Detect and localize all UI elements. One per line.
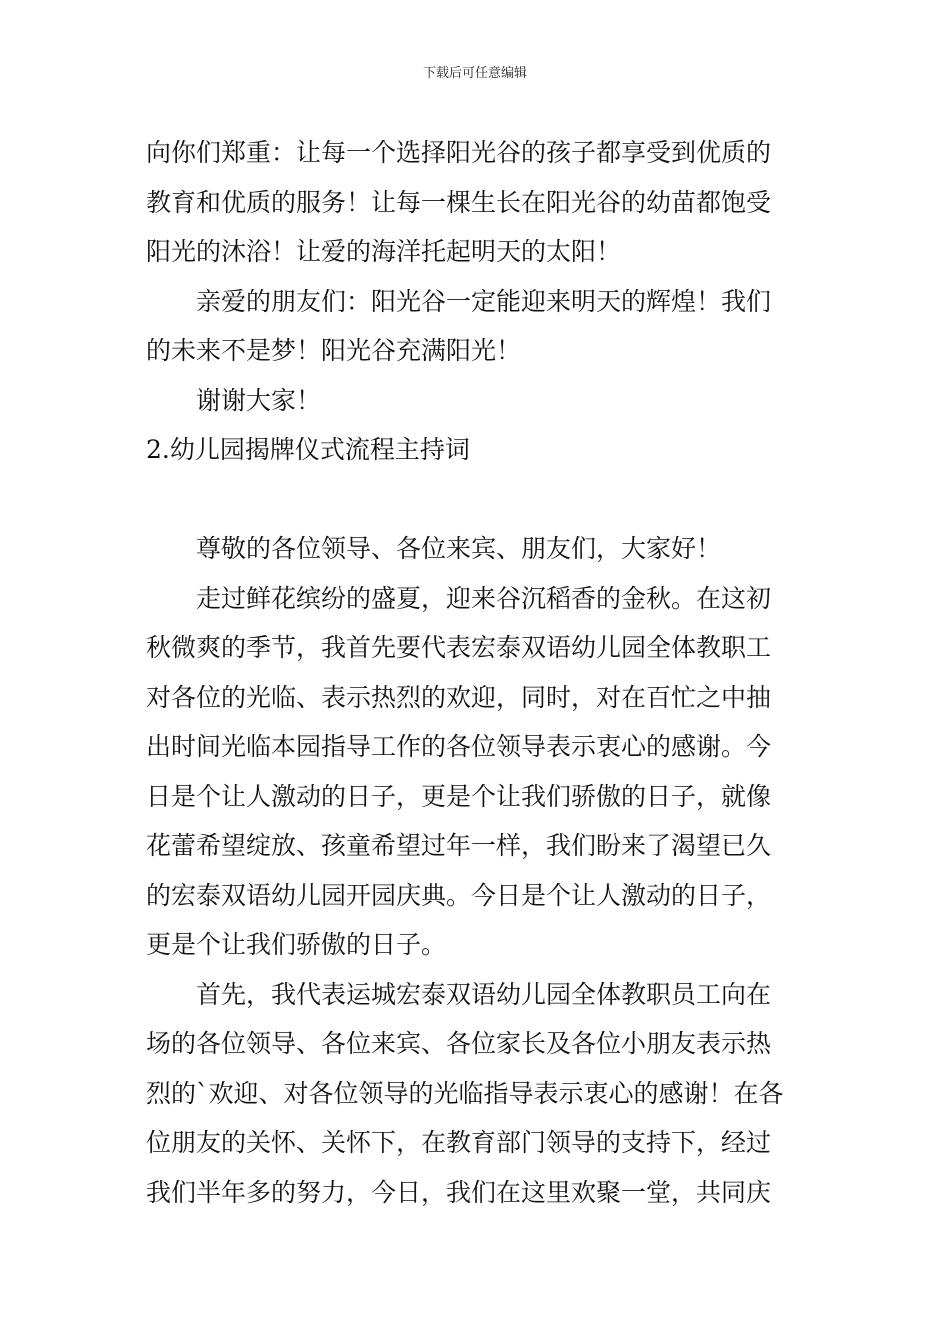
text-line: 我们半年多的努力，今日，我们在这里欢聚一堂，共同庆 bbox=[146, 1177, 772, 1207]
text-line: 谢谢大家！ bbox=[196, 385, 322, 415]
text-line: 位朋友的关怀、关怀下，在教育部门领导的支持下，经过 bbox=[146, 1128, 772, 1157]
blank-line bbox=[146, 475, 816, 525]
text-line: 对各位的光临、表示热烈的欢迎，同时，对在百忙之中抽 bbox=[146, 682, 772, 712]
text-line: 向你们郑重：让每一个选择阳光谷的孩子都享受到优质的 bbox=[146, 138, 772, 167]
text-line: 的未来不是梦！阳光谷充满阳光！ bbox=[146, 336, 522, 365]
text-line: 尊敬的各位领导、各位来宾、朋友们，大家好！ bbox=[196, 534, 722, 563]
text-line: 更是个让我们骄傲的日子。 bbox=[146, 930, 447, 959]
text-line: 场的各位领导、各位来宾、各位家长及各位小朋友表示热 bbox=[146, 1029, 772, 1058]
text-line: 阳光的沐浴！让爱的海洋托起明天的太阳！ bbox=[146, 237, 622, 266]
text-line: 日是个让人激动的日子，更是个让我们骄傲的日子，就像 bbox=[146, 781, 772, 811]
text-line: 烈的`欢迎、对各位领导的光临指导表示衷心的感谢！在各 bbox=[146, 1078, 784, 1108]
text-line: 亲爱的朋友们：阳光谷一定能迎来明天的辉煌！我们 bbox=[196, 286, 772, 316]
text-line: 秋微爽的季节，我首先要代表宏泰双语幼儿园全体教职工 bbox=[146, 633, 772, 662]
document-body bbox=[146, 128, 816, 1217]
text-line: 教育和优质的服务！让每一棵生长在阳光谷的幼苗都饱受 bbox=[146, 187, 772, 217]
page-header: 下载后可任意编辑 bbox=[422, 66, 527, 81]
section-heading: 2.幼儿园揭牌仪式流程主持词 bbox=[146, 435, 470, 464]
text-line: 首先，我代表运城宏泰双语幼儿园全体教职员工向在 bbox=[196, 979, 772, 1009]
text-line: 花蕾希望绽放、孩童希望过年一样，我们盼来了渴望已久 bbox=[146, 831, 772, 860]
text-line: 的宏泰双语幼儿园开园庆典。今日是个让人激动的日子， bbox=[146, 880, 772, 910]
text-line: 出时间光临本园指导工作的各位领导表示衷心的感谢。今 bbox=[146, 732, 772, 761]
text-line: 走过鲜花缤纷的盛夏，迎来谷沉稻香的金秋。在这初 bbox=[196, 583, 772, 613]
